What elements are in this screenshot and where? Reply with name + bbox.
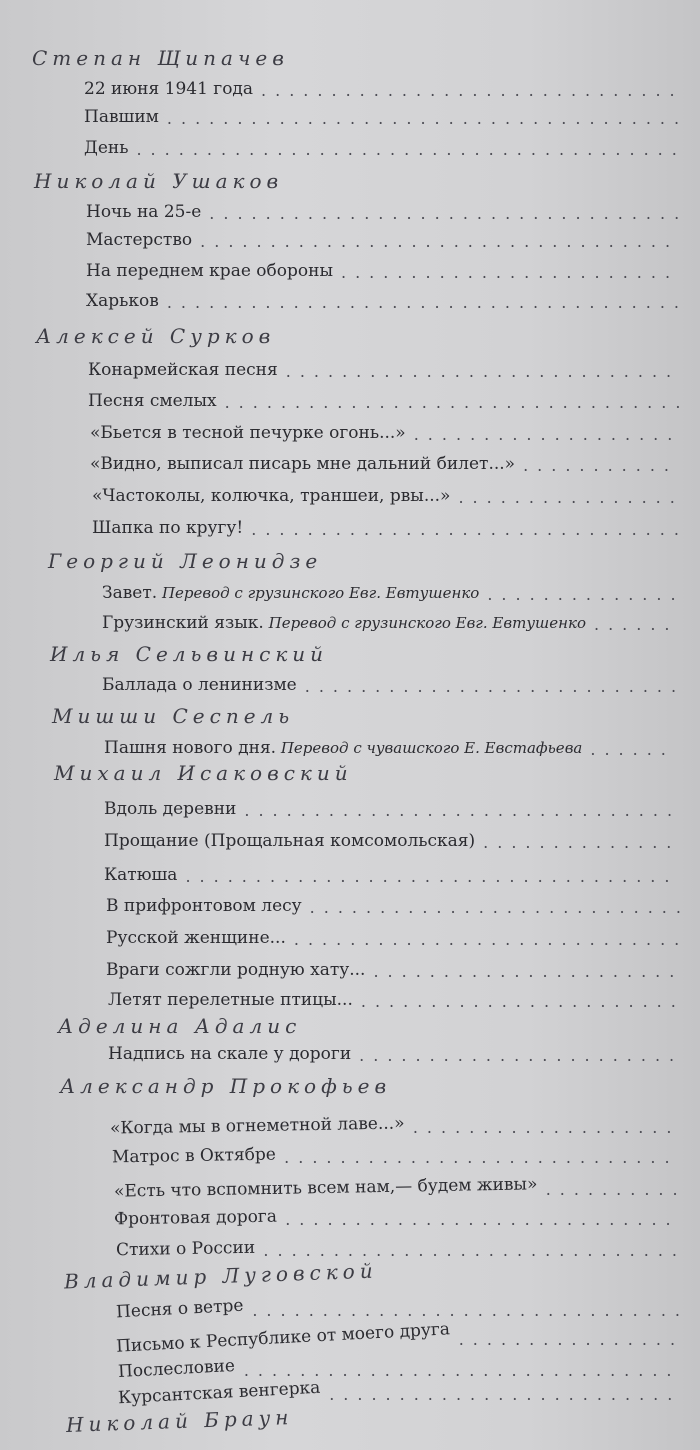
entry-title: День xyxy=(84,138,129,158)
dot-leader: .................................. xyxy=(200,232,680,251)
entry-title: Надпись на скале у дороги xyxy=(108,1044,352,1064)
dot-leader: ...................... xyxy=(373,962,684,981)
entry-title: Песня смелых xyxy=(88,391,217,411)
dot-leader: .............. xyxy=(483,833,681,852)
entry-title: «Есть что вспомнить всем нам,— будем живы» xyxy=(113,1174,538,1202)
toc-entry[interactable] xyxy=(86,230,192,250)
toc-entry[interactable] xyxy=(114,1174,538,1201)
author-heading: Владимир Луговской xyxy=(63,1258,379,1294)
entry-title: Песня о ветре xyxy=(115,1295,244,1323)
toc-entry[interactable] xyxy=(102,675,297,695)
entry-title: На переднем крае обороны xyxy=(86,261,333,281)
toc-entry[interactable] xyxy=(88,391,217,411)
toc-entry[interactable] xyxy=(110,1113,405,1138)
author-heading: Аделина Адалис xyxy=(58,1014,302,1038)
toc-entry[interactable] xyxy=(102,613,586,633)
toc-entry[interactable] xyxy=(112,1145,276,1168)
dot-leader: ............................ xyxy=(285,362,681,381)
dot-leader: .......... xyxy=(545,1180,687,1199)
author-heading: Степан Щипачев xyxy=(32,46,289,70)
entry-title: Русской женщине... xyxy=(106,928,286,948)
entry-title: Послесловие xyxy=(117,1355,236,1383)
toc-entry[interactable] xyxy=(118,1356,236,1382)
dot-leader: ....................................... xyxy=(136,140,686,159)
dot-leader: ................................. xyxy=(224,393,690,412)
toc-entry[interactable] xyxy=(104,799,236,819)
toc-entry[interactable] xyxy=(84,79,253,99)
dot-leader: .............................. xyxy=(263,1241,686,1260)
dot-leader: ...... xyxy=(590,740,675,759)
toc-entry[interactable] xyxy=(108,1044,351,1064)
entry-title: «Когда мы в огнеметной лаве...» xyxy=(109,1113,405,1139)
toc-entry[interactable] xyxy=(88,360,278,380)
dot-leader: ........................ xyxy=(340,263,680,282)
dot-leader: ................ xyxy=(458,488,684,507)
dot-leader: ....................... xyxy=(359,1046,684,1065)
entry-title: Стихи о России xyxy=(115,1237,256,1261)
dot-leader: ....................... xyxy=(360,992,685,1011)
entry-title: Враги сожгли родную хату... xyxy=(106,960,366,980)
dot-leader: ............................... xyxy=(251,520,688,539)
toc-entry[interactable] xyxy=(84,138,128,158)
entry-title: Шапка по кругу! xyxy=(92,518,244,538)
entry-title: Летят перелетные птицы... xyxy=(108,990,353,1010)
toc-entry[interactable] xyxy=(90,423,406,443)
entry-title: Письмо к Республике от моего друга xyxy=(115,1319,451,1357)
dot-leader: ................ xyxy=(458,1330,685,1349)
toc-entry[interactable] xyxy=(108,990,353,1010)
toc-entry[interactable] xyxy=(84,107,159,127)
dot-leader: ........................... xyxy=(309,898,690,917)
entry-title: «Бьется в тесной печурке огонь...» xyxy=(90,423,406,443)
toc-entry[interactable] xyxy=(106,960,365,980)
entry-title: Баллада о ленинизме xyxy=(102,675,297,695)
dot-leader: ......................... xyxy=(329,1385,682,1404)
entry-title: В прифронтовом лесу xyxy=(106,896,302,916)
entry-translation-note: Перевод с грузинского Евг. Евтушенко xyxy=(157,584,480,602)
dot-leader: ...... xyxy=(594,615,679,634)
dot-leader: ................................... xyxy=(185,867,679,886)
dot-leader: ............................ xyxy=(284,1148,679,1167)
entry-title: Катюша xyxy=(104,865,178,885)
entry-title: Грузинский язык. xyxy=(102,613,264,633)
toc-entry[interactable] xyxy=(116,1296,244,1323)
dot-leader: ............................... xyxy=(252,1301,690,1320)
dot-leader: ............................... xyxy=(243,1361,681,1380)
author-heading: Александр Прокофьев xyxy=(60,1074,392,1098)
entry-title: Вдоль деревни xyxy=(104,799,237,819)
toc-entry[interactable] xyxy=(90,454,515,474)
entry-title: Пашня нового дня. xyxy=(104,738,277,758)
author-heading: Николай Ушаков xyxy=(34,169,284,193)
dot-leader: ............................ xyxy=(285,1210,680,1229)
toc-entry[interactable] xyxy=(116,1238,255,1260)
entry-title: 22 июня 1941 года xyxy=(84,79,254,99)
entry-title: Конармейская песня xyxy=(88,360,278,380)
entry-title: «Частоколы, колючка, траншеи, рвы...» xyxy=(92,486,451,506)
entry-title: Мастерство xyxy=(86,230,193,250)
author-heading: Мишши Сеспель xyxy=(52,704,295,728)
author-heading: Илья Сельвинский xyxy=(50,642,329,666)
toc-entry[interactable] xyxy=(114,1207,277,1230)
toc-entry[interactable] xyxy=(86,202,201,222)
toc-entry[interactable] xyxy=(92,486,450,506)
dot-leader: ........................... xyxy=(304,677,686,696)
dot-leader: ................... xyxy=(412,1118,681,1137)
entry-title: «Видно, выписал писарь мне дальний билет...» xyxy=(90,454,516,474)
entry-title: Харьков xyxy=(86,291,159,311)
toc-entry[interactable] xyxy=(106,896,302,916)
dot-leader: ............................... xyxy=(244,801,682,820)
dot-leader: ..................................... xyxy=(166,293,688,312)
entry-title: Курсантская венгерка xyxy=(117,1377,321,1409)
entry-title: Прощание (Прощальная комсомольская) xyxy=(104,831,476,851)
toc-entry[interactable] xyxy=(102,583,479,603)
author-heading: Алексей Сурков xyxy=(36,324,276,348)
toc-entry[interactable] xyxy=(104,865,177,885)
toc-entry[interactable] xyxy=(118,1378,321,1409)
dot-leader: ................... xyxy=(413,425,682,444)
author-heading: Михаил Исаковский xyxy=(54,761,353,785)
entry-title: Ночь на 25-е xyxy=(86,202,202,222)
toc-entry[interactable] xyxy=(86,291,159,311)
entry-title: Завет. xyxy=(102,583,158,603)
dot-leader: ............................ xyxy=(293,930,689,949)
dot-leader: .................................. xyxy=(209,204,689,223)
entry-translation-note: Перевод с грузинского Евг. Евтушенко xyxy=(263,614,586,632)
toc-entry[interactable] xyxy=(116,1319,451,1356)
toc-entry[interactable] xyxy=(104,831,475,851)
dot-leader: .............. xyxy=(487,585,685,604)
dot-leader: .............................. xyxy=(261,81,684,100)
entry-title: Фронтовая дорога xyxy=(113,1206,278,1230)
entry-title: Павшим xyxy=(84,107,159,127)
author-heading: Георгий Леонидзе xyxy=(48,549,323,573)
dot-leader: ........... xyxy=(523,456,679,475)
toc-entry[interactable] xyxy=(92,518,243,538)
toc-entry[interactable] xyxy=(86,261,333,281)
entry-translation-note: Перевод с чувашского Е. Евстафьева xyxy=(276,739,583,757)
author-heading: Николай Браун xyxy=(65,1405,294,1437)
dot-leader: ..................................... xyxy=(166,109,689,128)
entry-title: Матрос в Октябре xyxy=(111,1144,277,1168)
toc-entry[interactable] xyxy=(104,738,582,758)
toc-entry[interactable] xyxy=(106,928,286,948)
